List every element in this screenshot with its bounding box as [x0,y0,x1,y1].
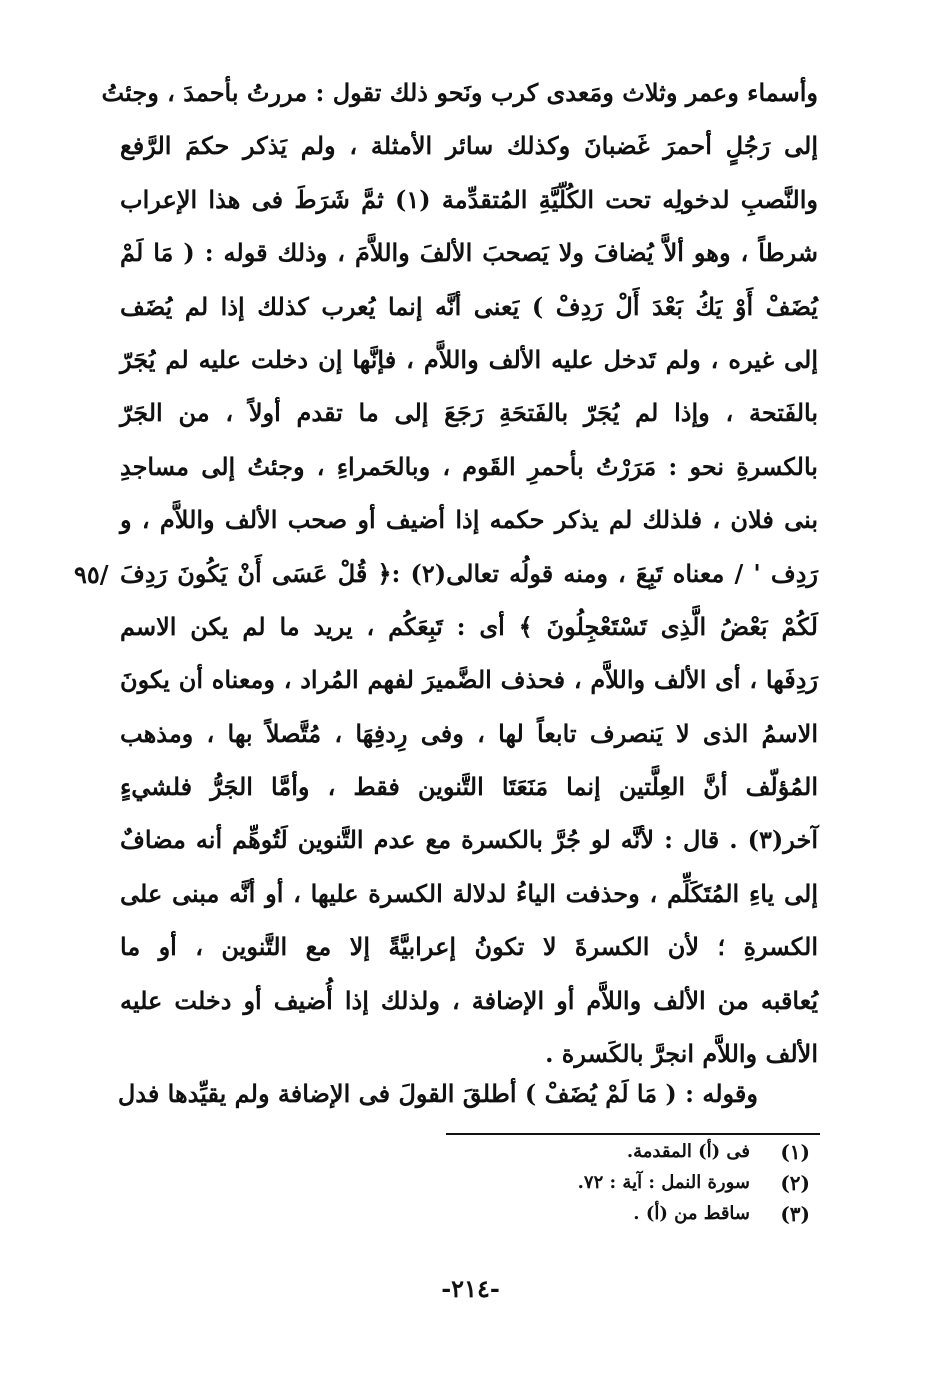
footnote [440,1167,810,1198]
footnote-number: (٣) [780,1201,810,1226]
text-line: الاسمُ الذى لا يَنصرف تابعاً لها ، وفى رِدفِهَا ، مُتَّصلاً بها ، ومذهب [120,718,818,748]
footnote-text: فى (أ) المقدمة. [626,1141,750,1162]
text-line: بنى فلان ، فلذلك لم يذكر حكمه إذا أضيف أو صحب الألف واللاَّم ، و [120,505,818,535]
main-text-block [101,66,818,1080]
footnote-divider [446,1133,820,1135]
text-line: والنَّصبِ لدخولِه تحت الكُلّيَّةِ المُتقدِّمة (١) ثمَّ شَرَطَ فى هذا الإعراب [120,184,818,214]
text-line: رَدِفَها ، أى الألف واللاَّم ، فحذف الضَّميرَ لفهم المُراد ، ومعناه أن يكونَ [120,665,818,695]
text-line: وقوله : ( مَا لَمْ يُضَفْ ) أطلقَ القولَ فى الإضافة ولم يقيِّدها فدل [117,1079,758,1108]
text-line: شرطاً ، وهو ألاَّ يُضافَ ولا يَصحبَ الألفَ واللاَّمَ ، وذلك قوله : ( مَا لَمْ [120,238,818,268]
footnote-text: ساقط من (أ) . [633,1203,750,1224]
text-line: رَدِف ' / معناه تَبِعَ ، ومنه قولُه تعالى(٢) :﴿ قُلْ عَسَى أَنْ يَكُونَ رَدِفَ [120,558,818,588]
text-line: آخر(٣) . قال : لأنَّه لو جُرَّ بالكسرة مع عدم التَّنوين لَتُوهِّم أنه مضافٌ [120,825,818,855]
text-line: يُضَفْ أَوْ يَكُ بَعْدَ أَلْ رَدِفْ ) يَعنى أنَّه إنما يُعرب كذلك إذا لم يُضَف [120,291,818,321]
text-line: الكسرةِ ؛ لأن الكسرةَ لا تكونُ إعرابيَّةً إلا مع التَّنوين ، أو ما [120,932,818,962]
text-line: إلى غيره ، ولم تَدخل عليه الألف واللاَّم ، فإنَّها إن دخلت عليه لم يُجَرّ [120,344,818,374]
footnote-number: (٢) [780,1170,810,1195]
text-line: بالكسرةِ نحو : مَرَرْتُ بأحمرِ القَوم ، وبالحَمراءِ ، وجئتُ إلى مساجدِ [120,451,818,481]
text-line: إلى رَجُلٍ أحمرَ غَضبانَ وكذلك سائر الأمثلة ، ولم يَذكر حكمَ الرَّفع [120,131,818,161]
text-line: وأسماء وعمر وثلاث ومَعدى كرب ونَحو ذلك تقول : مررتُ بأحمدَ ، وجئتُ [101,78,818,107]
text-line: لَكُمْ بَعْضُ الَّذِى تَسْتَعْجِلُونَ ﴾ أى : تَبِعَكُم ، يريد ما لم يكن الاسم [120,611,818,641]
manuscript-folio-marker: ٩٥/ [74,560,109,589]
footnote [440,1136,810,1167]
text-line: المُؤلّف أنَّ العِلَّتين إنما مَنَعَتَا التَّنوين فقط ، وأمَّا الجَرُّ فلشيءٍ [120,772,818,802]
text-line: يُعاقبه من الألف واللاَّم أو الإضافة ، ولذلك إذا أُضيف أو دخلت عليه [120,985,818,1015]
footnote-number: (١) [780,1139,810,1164]
footnote [440,1198,810,1229]
footnote-text: سورة النمل : آية : ٧٢. [577,1172,750,1193]
text-line-final: الألف واللاَّم انجرَّ بالكَسرة . [545,1039,818,1069]
text-line: إلى ياءِ المُتَكَلِّم ، وحذفت الياءُ لدلالة الكسرة عليها ، أو أنَّه مبنى على [120,878,818,908]
footnotes [440,1136,810,1229]
text-line: بالفَتحة ، وإذا لم يُجَرّ بالفَتحَةِ رَجَعَ إلى ما تقدم أولاً ، من الجَرّ [120,398,818,428]
next-paragraph [117,1068,758,1120]
page-number: -٢١٤- [441,1274,500,1303]
